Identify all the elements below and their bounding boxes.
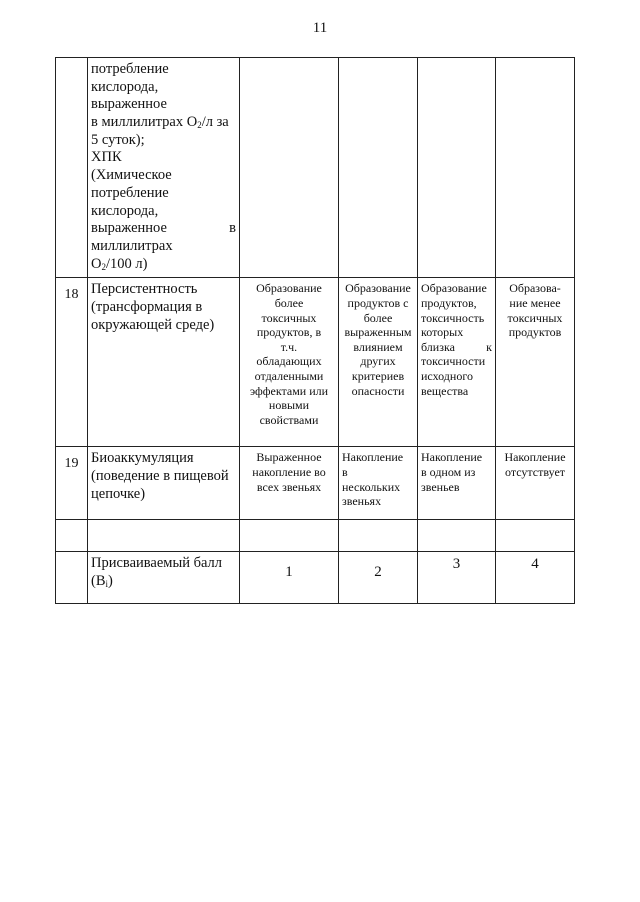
criterion-cell-3 <box>418 447 496 520</box>
score-label-cell <box>88 552 240 604</box>
cont-empty-cell <box>418 58 496 278</box>
table-row-empty <box>56 520 575 552</box>
criterion-cell-2 <box>339 278 418 447</box>
cell-line: накопление во <box>252 464 326 479</box>
score-label-symbol <box>91 573 236 591</box>
cell-line: выраженным <box>344 325 412 340</box>
cell-line: отсутствует <box>504 464 566 479</box>
cont-line: потребление <box>91 184 169 201</box>
cont-line-text: выраженное <box>91 220 167 237</box>
cell-line: опасности <box>351 383 405 398</box>
cell-line: т.ч. <box>280 339 298 354</box>
score-symbol-text: ) <box>108 572 113 589</box>
cell-line: влиянием <box>353 339 403 354</box>
cell-line-justified <box>421 340 492 355</box>
score-num-cell <box>56 552 88 604</box>
cell-line-text: близка <box>421 339 455 354</box>
score-symbol-subscript: i <box>105 578 109 589</box>
score-value-4 <box>496 552 575 604</box>
o2-subscript: 2 <box>101 261 106 272</box>
score-value-text: 2 <box>374 564 382 581</box>
cell-line-text: к <box>486 339 492 354</box>
row-number: 19 <box>56 447 88 520</box>
score-value-text: 4 <box>531 556 539 573</box>
cont-empty-cell <box>496 58 575 278</box>
empty-cell <box>240 520 339 552</box>
score-value-text: 1 <box>285 564 293 581</box>
cont-line: (Химическое <box>91 167 172 184</box>
criteria-table <box>55 57 575 604</box>
table-row-score <box>56 552 575 604</box>
cell-line: свойствами <box>259 412 319 427</box>
cell-line: продуктов <box>508 325 562 340</box>
cont-line-o2 <box>91 256 236 274</box>
cont-empty-cell <box>339 58 418 278</box>
o2-subscript: 2 <box>197 120 202 131</box>
cont-name-cell <box>88 58 240 278</box>
cell-line: продуктов, в <box>256 325 322 340</box>
cell-line: продуктов, <box>421 295 477 310</box>
cell-line: обладающих <box>256 354 322 369</box>
cell-line: которых <box>421 325 464 340</box>
cell-line: Накопление <box>504 450 566 465</box>
cell-line: Выраженное <box>256 450 322 465</box>
cell-line: Накопление <box>421 450 483 465</box>
criterion-cell-1 <box>240 447 339 520</box>
cont-line-text: О <box>91 255 102 272</box>
empty-cell <box>496 520 575 552</box>
table-row-19 <box>56 447 575 520</box>
cell-line: в одном из <box>421 464 476 479</box>
criterion-cell-3 <box>418 278 496 447</box>
cell-line: эффектами или <box>249 383 329 398</box>
cont-line-text: в <box>229 220 236 237</box>
cont-line: ХПК <box>91 149 122 166</box>
cont-line-text: /л за <box>201 114 229 131</box>
score-value-1 <box>240 552 339 604</box>
cell-line: всех звеньях <box>256 479 322 494</box>
cont-line: потребление <box>91 61 169 77</box>
cell-line: продуктов с <box>347 295 409 310</box>
score-value-2 <box>339 552 418 604</box>
criterion-cell-4 <box>496 447 575 520</box>
page-number: 11 <box>312 20 328 36</box>
score-label: Присваиваемый балл <box>91 555 223 572</box>
row-number: 18 <box>56 278 88 447</box>
cont-line: 5 суток); <box>91 131 145 148</box>
cell-line: звеньях <box>342 494 382 509</box>
cell-line: нескольких <box>342 479 401 494</box>
cell-line: токсичных <box>261 310 317 325</box>
cell-line: более <box>274 295 304 310</box>
empty-cell <box>418 520 496 552</box>
table-row-18 <box>56 278 575 447</box>
score-symbol-text: (В <box>91 572 106 589</box>
cont-line-o2 <box>91 114 236 132</box>
cont-line: кислорода, <box>91 202 159 219</box>
cell-line: вещества <box>421 383 469 398</box>
cont-empty-cell <box>240 58 339 278</box>
score-value-3 <box>418 552 496 604</box>
score-value-text: 3 <box>452 556 461 573</box>
cont-line-text: /100 л) <box>105 255 148 272</box>
criterion-name: Персистентность (трансформация в окружающей среде) <box>88 278 240 447</box>
criterion-cell-2 <box>339 447 418 520</box>
criterion-cell-1 <box>240 278 339 447</box>
cell-line: Образование <box>256 281 322 296</box>
cell-line: токсичности <box>421 354 486 369</box>
empty-cell <box>56 520 88 552</box>
cell-line: критериев <box>351 369 405 383</box>
cell-line: ние менее <box>509 295 561 310</box>
cell-line: Накопление <box>342 450 404 465</box>
cell-line: более <box>363 310 393 325</box>
cont-line: миллилитрах <box>91 237 173 254</box>
cont-line-text: в миллилитрах О <box>91 114 198 131</box>
criterion-cell-4 <box>496 278 575 447</box>
cont-line: кислорода, <box>91 78 159 95</box>
cont-line-justified <box>91 220 236 238</box>
cell-line: токсичных <box>507 310 563 325</box>
cont-line: выраженное <box>91 96 167 113</box>
cell-line: Образова- <box>509 281 561 296</box>
cell-line: Образование <box>345 281 411 296</box>
cell-line: токсичность <box>421 310 485 325</box>
cell-line: исходного <box>421 369 473 383</box>
cell-line: других <box>360 354 396 369</box>
cont-num-cell <box>56 58 88 278</box>
empty-cell <box>88 520 240 552</box>
cell-line: отдаленными <box>254 369 324 383</box>
table-row-continuation <box>56 58 575 278</box>
cell-line: в <box>342 464 348 479</box>
criterion-name: Биоаккумуляция (поведение в пищевой цепочке) <box>88 447 240 520</box>
cell-line: звеньев <box>421 479 460 494</box>
empty-cell <box>339 520 418 552</box>
cell-line: новыми <box>268 398 310 413</box>
cell-line: Образование <box>421 281 487 296</box>
